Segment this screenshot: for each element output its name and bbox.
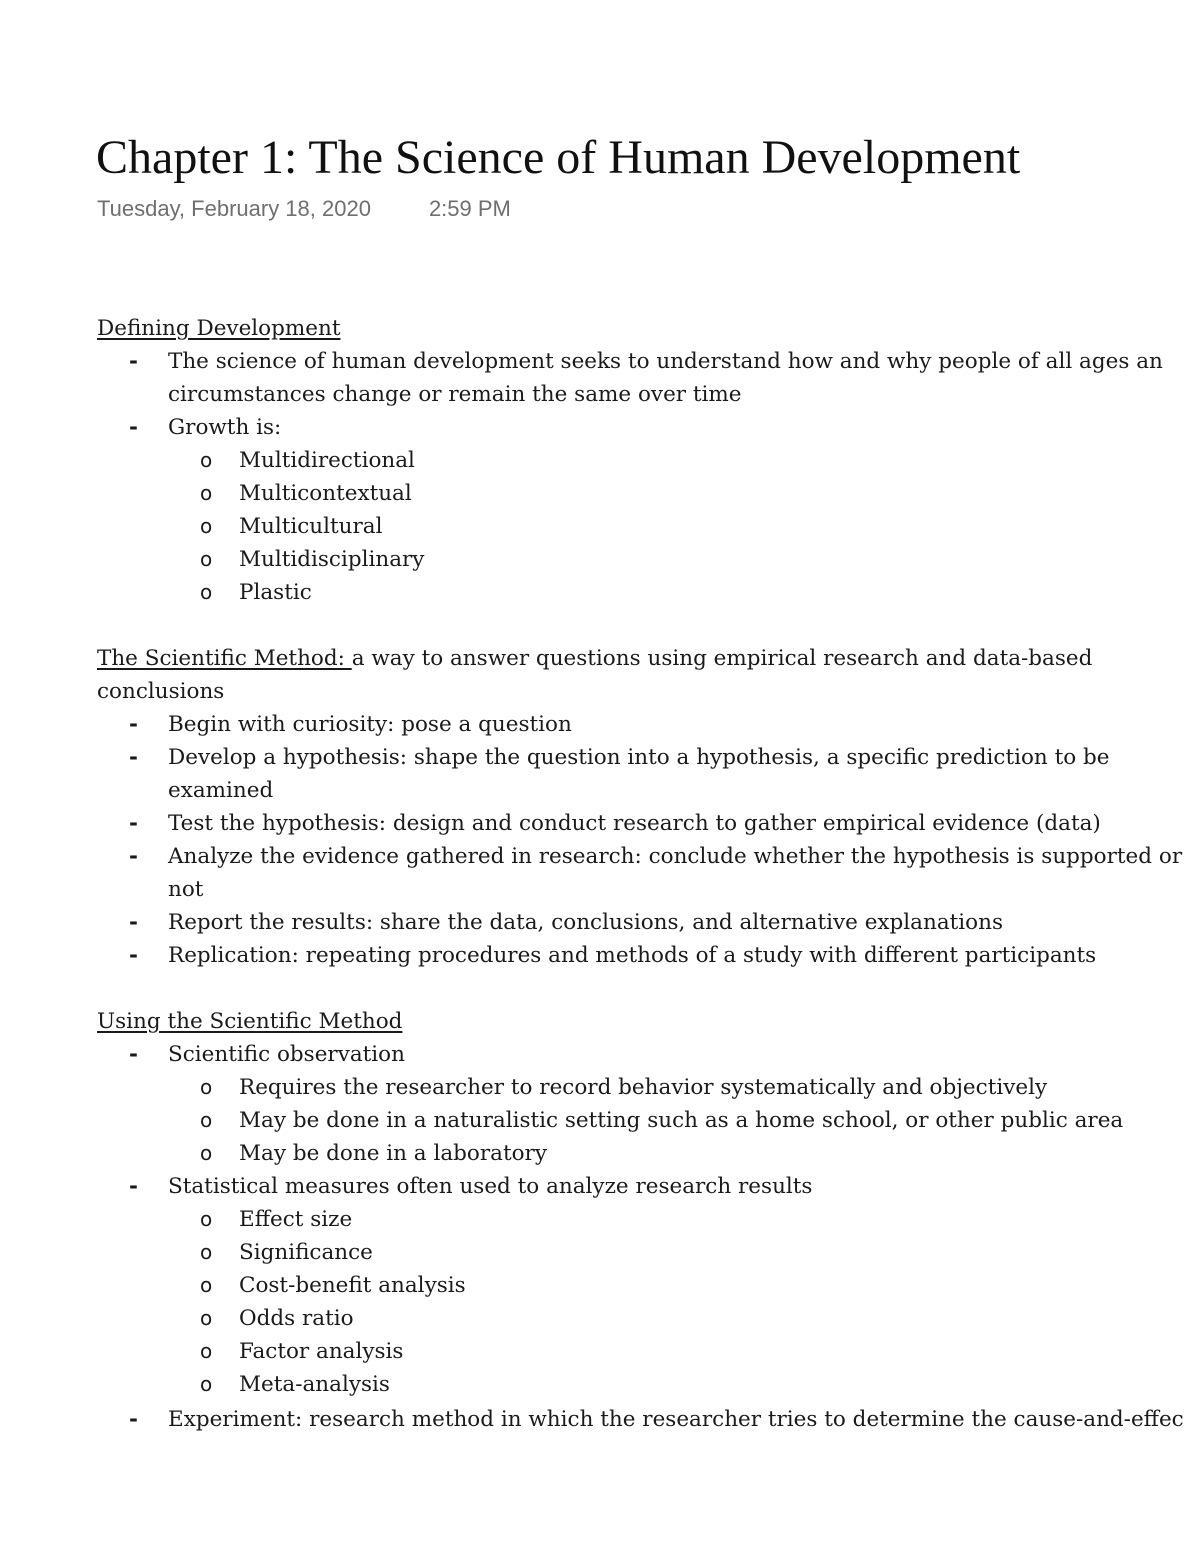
list-item-text: examined bbox=[168, 778, 274, 803]
list-item-text: Effect size bbox=[239, 1207, 353, 1232]
circle-bullet: o bbox=[200, 1240, 213, 1264]
dash-bullet: - bbox=[129, 844, 138, 869]
section-heading-using: Using the Scientific Method bbox=[97, 1009, 403, 1034]
circle-bullet: o bbox=[200, 481, 213, 505]
scientific-method-definition: a way to answer questions using empirical research and data-based bbox=[351, 646, 1093, 671]
note-date: Tuesday, February 18, 2020 bbox=[97, 196, 371, 221]
list-item-text: Scientific observation bbox=[168, 1042, 405, 1067]
spacer bbox=[97, 972, 1200, 1005]
list-item-text: Multicontextual bbox=[239, 481, 412, 506]
list-item bbox=[169, 1368, 1200, 1401]
circle-bullet: o bbox=[200, 1372, 213, 1396]
section-heading-scientific-method: The Scientific Method: bbox=[97, 646, 352, 671]
list-item bbox=[97, 741, 1200, 807]
list-item-text: Requires the researcher to record behavior systematically and objectively bbox=[239, 1075, 1048, 1100]
list-item-text: Test the hypothesis: design and conduct research to gather empirical evidence (data) bbox=[168, 811, 1101, 836]
list-item bbox=[169, 1236, 1200, 1269]
list-item-text: Report the results: share the data, conclusions, and alternative explanations bbox=[168, 910, 1004, 935]
dash-bullet: - bbox=[129, 1407, 138, 1432]
dash-bullet: - bbox=[129, 349, 138, 374]
list-item bbox=[169, 1335, 1200, 1368]
circle-bullet: o bbox=[200, 1306, 213, 1330]
list-item-text: Statistical measures often used to analyze research results bbox=[168, 1174, 813, 1199]
list-item-text: Replication: repeating procedures and methods of a study with different participants bbox=[168, 943, 1097, 968]
list-item-text: Multidisciplinary bbox=[239, 547, 425, 572]
list-item bbox=[97, 906, 1200, 939]
list-item-text: Analyze the evidence gathered in research: conclude whether the hypothesis is supported or bbox=[168, 844, 1183, 869]
list-item-text: Significance bbox=[239, 1240, 373, 1265]
list-item bbox=[169, 477, 1200, 510]
list-item bbox=[169, 1137, 1200, 1170]
list-item-text: May be done in a naturalistic setting such as a home school, or other public area bbox=[239, 1108, 1124, 1133]
spacer bbox=[97, 609, 1200, 642]
list-item-text: Multidirectional bbox=[239, 448, 415, 473]
note-time: 2:59 PM bbox=[428, 196, 511, 221]
circle-bullet: o bbox=[200, 547, 213, 571]
list-item bbox=[169, 1104, 1200, 1137]
circle-bullet: o bbox=[200, 514, 213, 538]
dash-bullet: - bbox=[129, 745, 138, 770]
list-item-text: Experiment: research method in which the researcher tries to determine the cause-and-effec bbox=[168, 1407, 1184, 1432]
scientific-method-definition-cont: conclusions bbox=[97, 679, 225, 704]
list-item bbox=[169, 1302, 1200, 1335]
list-item-text: Begin with curiosity: pose a question bbox=[168, 712, 572, 737]
list-item-text: The science of human development seeks to understand how and why people of all ages an bbox=[168, 349, 1163, 374]
list-item bbox=[97, 411, 1200, 609]
list-item-text: May be done in a laboratory bbox=[239, 1141, 547, 1166]
list-item bbox=[97, 807, 1200, 840]
circle-bullet: o bbox=[200, 1141, 213, 1165]
dash-bullet: - bbox=[129, 415, 138, 440]
circle-bullet: o bbox=[200, 1273, 213, 1297]
list-item bbox=[169, 444, 1200, 477]
list-item bbox=[169, 543, 1200, 576]
circle-bullet: o bbox=[200, 448, 213, 472]
dash-bullet: - bbox=[129, 943, 138, 968]
circle-bullet: o bbox=[200, 1339, 213, 1363]
section-defining bbox=[97, 312, 1200, 345]
list-item-text: Meta-analysis bbox=[239, 1372, 390, 1397]
section-heading-defining: Defining Development bbox=[97, 316, 341, 341]
list-item-text: Plastic bbox=[239, 580, 312, 605]
growth-list bbox=[98, 444, 1200, 609]
note-timestamp bbox=[97, 195, 511, 223]
section-using bbox=[97, 1005, 1200, 1038]
statistical-list bbox=[98, 1203, 1200, 1401]
using-list bbox=[97, 1038, 1200, 1436]
observation-list bbox=[98, 1071, 1200, 1170]
list-item bbox=[169, 1269, 1200, 1302]
list-item bbox=[97, 1170, 1200, 1401]
note-body bbox=[97, 312, 1200, 1436]
dash-bullet: - bbox=[129, 1174, 138, 1199]
list-item-text: Growth is: bbox=[168, 415, 282, 440]
circle-bullet: o bbox=[200, 1075, 213, 1099]
dash-bullet: - bbox=[129, 811, 138, 836]
list-item-text: Multicultural bbox=[239, 514, 383, 539]
list-item bbox=[169, 510, 1200, 543]
dash-bullet: - bbox=[129, 910, 138, 935]
list-item bbox=[169, 576, 1200, 609]
list-item bbox=[97, 708, 1200, 741]
defining-list bbox=[97, 345, 1200, 609]
scientific-method-steps bbox=[97, 708, 1200, 972]
list-item-text: Odds ratio bbox=[239, 1306, 354, 1331]
list-item bbox=[97, 939, 1200, 972]
list-item bbox=[97, 1403, 1200, 1436]
list-item bbox=[97, 345, 1200, 411]
list-item bbox=[169, 1071, 1200, 1104]
list-item-text: Factor analysis bbox=[239, 1339, 404, 1364]
section-scientific-method bbox=[97, 642, 1200, 675]
list-item-text: circumstances change or remain the same over time bbox=[168, 382, 742, 407]
list-item bbox=[169, 1203, 1200, 1236]
list-item bbox=[97, 840, 1200, 906]
list-item-text: Develop a hypothesis: shape the question into a hypothesis, a specific prediction to be bbox=[168, 745, 1110, 770]
dash-bullet: - bbox=[129, 1042, 138, 1067]
page-title: Chapter 1: The Science of Human Development bbox=[96, 131, 1021, 184]
circle-bullet: o bbox=[200, 1207, 213, 1231]
dash-bullet: - bbox=[129, 712, 138, 737]
circle-bullet: o bbox=[200, 1108, 213, 1132]
list-item-text: Cost-benefit analysis bbox=[239, 1273, 466, 1298]
circle-bullet: o bbox=[200, 580, 213, 604]
list-item bbox=[97, 1038, 1200, 1170]
list-item-text: not bbox=[168, 877, 204, 902]
